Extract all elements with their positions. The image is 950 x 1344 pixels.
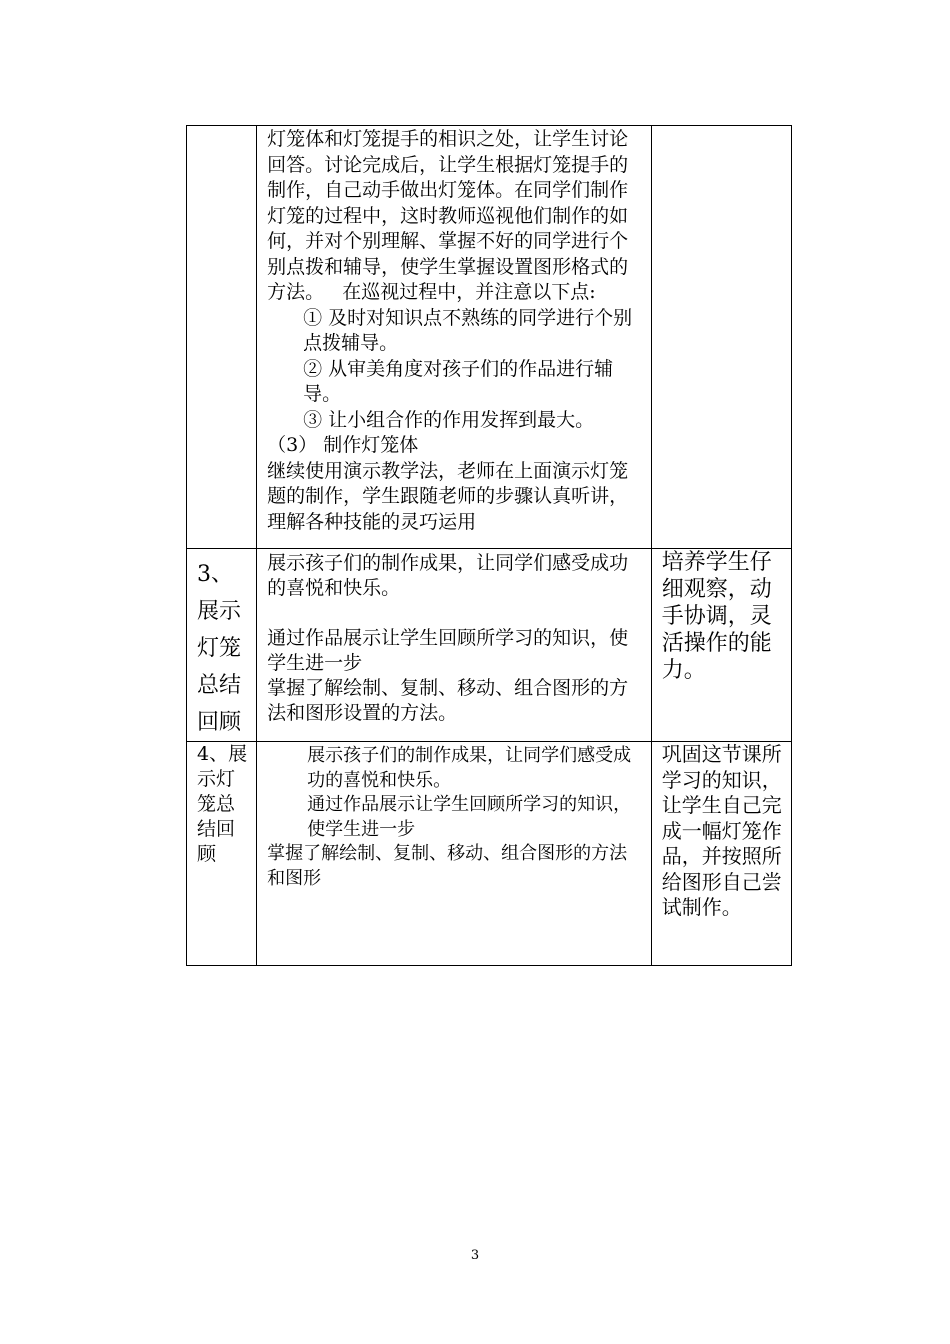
stage-cell (187, 549, 257, 742)
activity-paragraph: ① 及时对知识点不熟练的同学进行个别点拨辅导。 (303, 306, 633, 354)
activity-paragraph: 灯笼体和灯笼提手的相识之处，让学生讨论回答。讨论完成后，让学生根据灯笼提手的制作，自己动手做出灯笼体。在同学们制作灯笼的过程中，这时教师巡视他们制作的如何，并对个别理解、掌握不好的同学进行个别点拨和辅导，使学生掌握设置图形格式的方法。 在巡视过程中，并注意以下点: (267, 128, 629, 303)
stage-label: 4、展示灯笼总结回顾 (197, 743, 248, 865)
page-number: 3 (470, 1248, 480, 1263)
activity-cell (257, 549, 652, 742)
activity-paragraph: ③ 让小组合作的作用发挥到最大。 (303, 408, 595, 431)
table-row (187, 549, 792, 742)
goal-text: 巩固这节课所学习的知识，让学生自己完成一幅灯笼作品，并按照所给图形自己尝试制作。 (661, 742, 782, 919)
stage-label: 3、展示灯笼总结回顾 (197, 562, 242, 735)
activity-paragraph: 通过作品展示让学生回顾所学习的知识，使学生进一步 (267, 627, 629, 674)
lesson-plan-table (186, 125, 792, 966)
activity-paragraph: 通过作品展示让学生回顾所学习的知识，使学生进一步 (307, 794, 632, 840)
goal-cell (651, 742, 791, 966)
activity-paragraph: 掌握了解绘制、复制、移动、组合图形的方法和图形设置的方法。 (267, 677, 629, 724)
goal-cell (651, 126, 791, 549)
activity-cell (257, 742, 652, 966)
activity-paragraph: 掌握了解绘制、复制、移动、组合图形的方法和图形 (267, 843, 628, 889)
activity-cell (257, 126, 652, 549)
activity-paragraph: 展示孩子们的制作成果，让同学们感受成功的喜悦和快乐。 (267, 552, 629, 599)
goal-text: 培养学生仔细观察，动手协调，灵活操作的能力。 (661, 550, 772, 683)
stage-cell (187, 126, 257, 549)
blank-line (267, 601, 645, 626)
activity-paragraph: （3） 制作灯笼体 (267, 434, 419, 456)
activity-paragraph: 继续使用演示教学法，老师在上面演示灯笼题的制作，学生跟随老师的步骤认真听讲，理解各种技能的灵巧运用 (267, 459, 629, 533)
activity-paragraph: 展示孩子们的制作成果，让同学们感受成功的喜悦和快乐。 (307, 745, 632, 791)
stage-cell (187, 742, 257, 966)
table-row (187, 742, 792, 966)
activity-paragraph: ② 从审美角度对孩子们的作品进行辅导。 (303, 357, 614, 405)
goal-cell (651, 549, 791, 742)
table-row (187, 126, 792, 549)
